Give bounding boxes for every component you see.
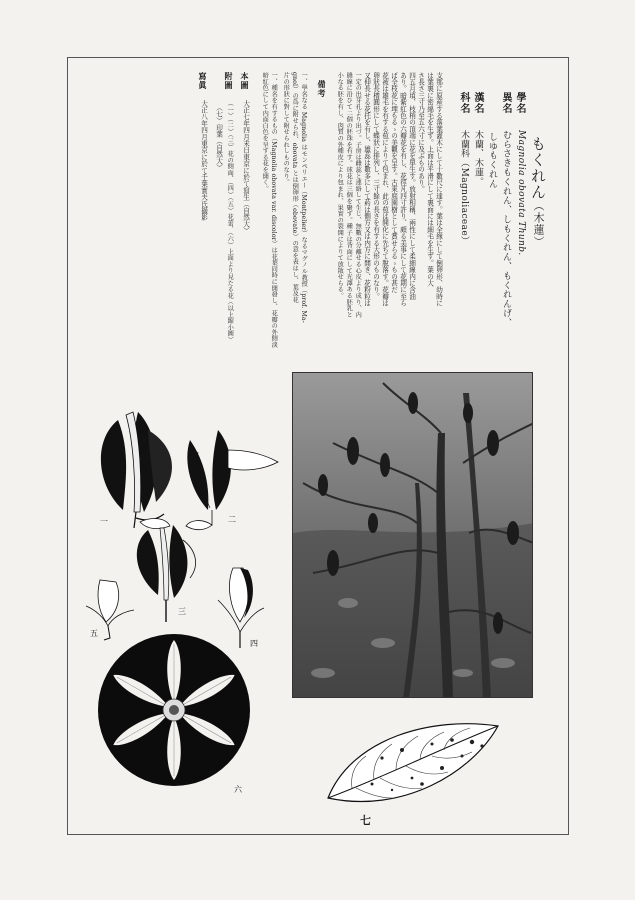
entry-value: Magnolia obovata Thunb. [516,130,526,256]
entry-label: 異名 [500,92,511,114]
plate-label: 附圖 [224,72,234,90]
plate-value: 大正八年四月東京に於て千葉實夫氏撮影 [199,100,208,221]
description-line: さ長さ三寸乃至五六寸に及ぶものあり。 [416,72,425,193]
reference-line: 片の形狀に對して附せられしものなり。 [282,72,290,186]
plate-value: （七）印葉（自然大） [214,104,223,171]
entry-label: 漢名 [472,92,483,114]
figure-label: 二 [228,515,236,524]
flower-side-figure [101,412,172,529]
figure-label: 五 [90,629,98,638]
description-line: 支那に原産する落葉灌木にして十數尺に達す。葉は全緣にして倒卵形、幼時に [434,72,443,307]
entry-value: 木蘭科（Magnoliaceae） [459,130,469,246]
description-line: は葉裏に密綿毛を生ず。上面は平滑にして裏面には細毛を生ず。葉の大 [425,72,434,287]
figure-label: 四 [250,639,258,648]
flower-bud-figure [218,568,264,648]
plate-value: （一）（二）（三）花の側面、（四）（五）花蕾、（六）上面より見たる花（以上縮小圖） [226,100,234,343]
figure-label: 三 [178,607,186,616]
description-line: 一定の出芽孔より出づ。子房は雌蕊と連絡して生じ、無數の分離せる心皮より成り、内 [354,72,362,318]
flower-figure-3 [137,525,196,622]
description-line: 卵狀長楕圓形にして蝶狀に排列し、三寸餘の長さを有する大形のものなり。 [371,72,380,300]
entry-value: 木蘭、木蓮。 [473,130,483,187]
description-line: 又伸長せる花托を有し、雄蕊は數多にして葯は側方又は内方に開き、花粉粒は [362,72,371,307]
description-line: 四五月頃、枝梢の頂端に花を單生す。放射相稱、兩性にして柔細線内に含油 [407,72,416,300]
page-number: 七 [360,814,371,827]
description-line: 小なる胚を有し、肉質の外種皮により包まれ、果實の裂開によりて放散せらる。 [336,72,344,299]
description-line: あり。暗紫紅色の六瓣花を有し、花徑凡四寸許り、頗る美事にして花期に至ら [398,72,407,307]
figure-label: 六 [234,785,242,794]
leaf-print-figure [322,718,500,818]
reference-line: 暗紅色にして内面白色を呈する花を開く。 [261,72,269,192]
entry-label: 學名 [514,92,525,114]
reference-heading: 備考 [317,80,327,98]
entry-label: 科名 [458,92,469,114]
magnolia-photograph [292,372,533,698]
plate-label: 寫眞 [198,72,208,90]
page-title: もくれん（木蓮） [529,136,547,248]
plate-value: 大正七年四月末日東京に於て寫生（自然大） [241,100,250,234]
entry-value: しゆもくれん [487,132,497,189]
magnolia-illustrations [78,400,288,810]
entry-value: むらさきもくれん、しもくれん、もくれんげ、 [501,130,511,328]
description-line: 縫線に沿ひて二個の胚珠を有す。球花は三個を聚す。種子は背面にして光澤ある胚乳と [345,72,353,318]
flower-top-view-figure [98,634,250,786]
reference-line: 一、學名なる Magnolia はモンペリエー（Montpelier）なるマグノル教授（prof. Ma- [300,72,308,323]
description-line: ば全枝花に埋もるゝの美觀を呈す。古來庭園樹として賞せらるゝもの甚だ [389,72,398,294]
reference-line: gnol）の爲に附せられ、obovata とは倒卵形（obovate）の意を表はし、葉及花 [291,72,299,303]
plate-label: 本圖 [240,72,250,90]
figure-label: 一 [100,517,108,526]
description-line: 花被は雄毛を有する苞によりて包まれ、此の苞は開化に先ちて脫落す。花瓣は [380,72,389,307]
reference-line: 一、種名を有するもの（Magnolia obovata var. discolor）は花葉同時に開發し、花瓣の外側淡 [270,72,278,348]
photograph-content [293,373,533,698]
